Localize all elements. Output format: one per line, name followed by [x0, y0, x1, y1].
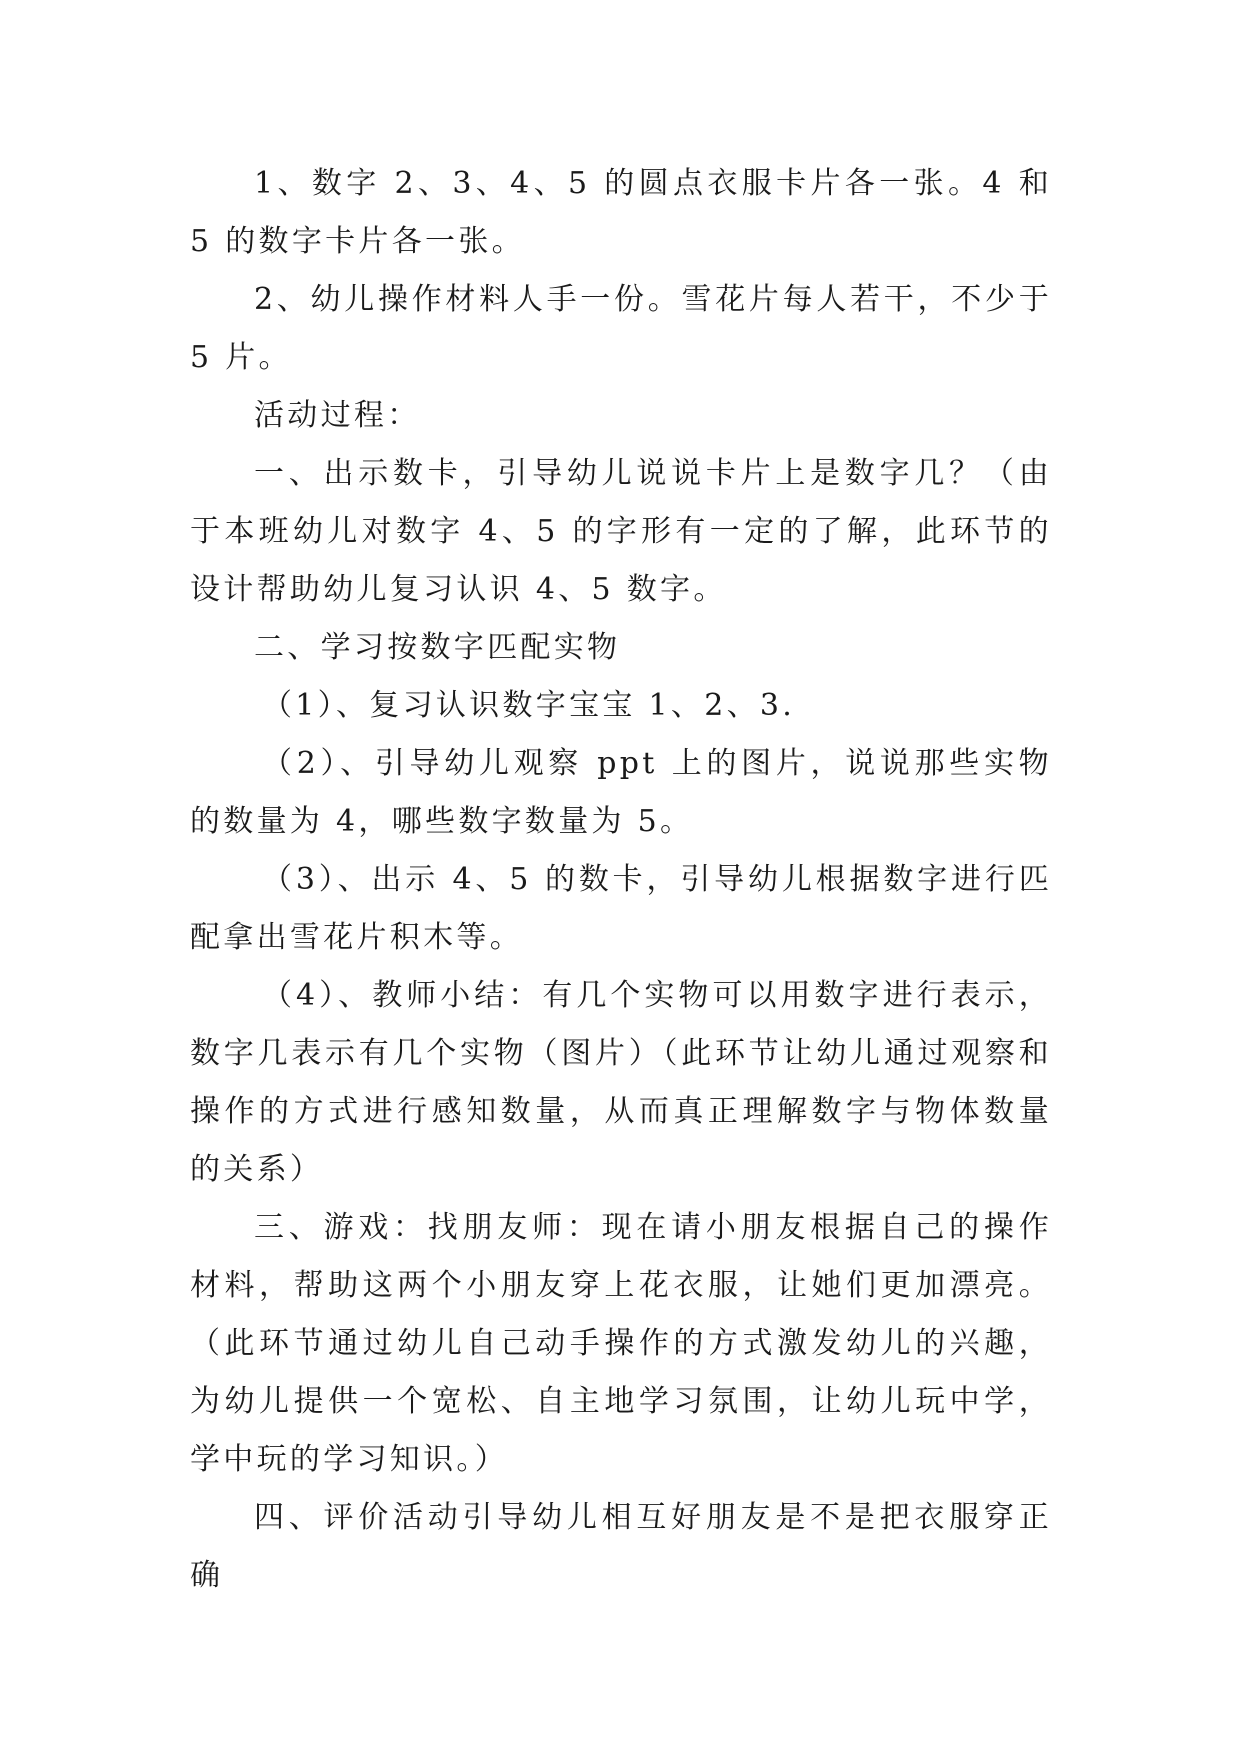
paragraph-step-2-1: （1）、复习认识数字宝宝 1、2、3. [262, 688, 796, 723]
paragraph-step-4: 四、评价活动引导幼儿相互好朋友是不是把衣服穿正确 [190, 1500, 1052, 1593]
document-body [190, 155, 1052, 1605]
paragraph-process-heading: 活动过程： [254, 398, 421, 433]
paragraph-material-2: 2、幼儿操作材料人手一份。雪花片每人若干，不少于 5 片。 [190, 282, 1052, 375]
paragraph-step-2-2: （2）、引导幼儿观察 ppt 上的图片，说说那些实物的数量为 4，哪些数字数量为 5。 [190, 746, 1052, 839]
paragraph-step-2-3: （3）、出示 4、5 的数卡，引导幼儿根据数字进行匹配拿出雪花片积木等。 [190, 862, 1052, 955]
paragraph-step-1: 一、出示数卡，引导幼儿说说卡片上是数字几？（由于本班幼儿对数字 4、5 的字形有一定的了解，此环节的设计帮助幼儿复习认识 4、5 数字。 [190, 456, 1052, 607]
paragraph-step-2-4: （4）、教师小结：有几个实物可以用数字进行表示，数字几表示有几个实物（图片）（此环节让幼儿通过观察和操作的方式进行感知数量，从而真正理解数字与物体数量的关系） [190, 978, 1052, 1187]
paragraph-material-1: 1、数字 2、3、4、5 的圆点衣服卡片各一张。4 和 5 的数字卡片各一张。 [190, 166, 1052, 259]
paragraph-step-2: 二、学习按数字匹配实物 [254, 630, 621, 665]
paragraph-step-3: 三、游戏：找朋友师：现在请小朋友根据自己的操作材料，帮助这两个小朋友穿上花衣服，让她们更加漂亮。（此环节通过幼儿自己动手操作的方式激发幼儿的兴趣，为幼儿提供一个宽松、自主地学习氛围，让幼儿玩中学，学中玩的学习知识。） [190, 1210, 1052, 1477]
